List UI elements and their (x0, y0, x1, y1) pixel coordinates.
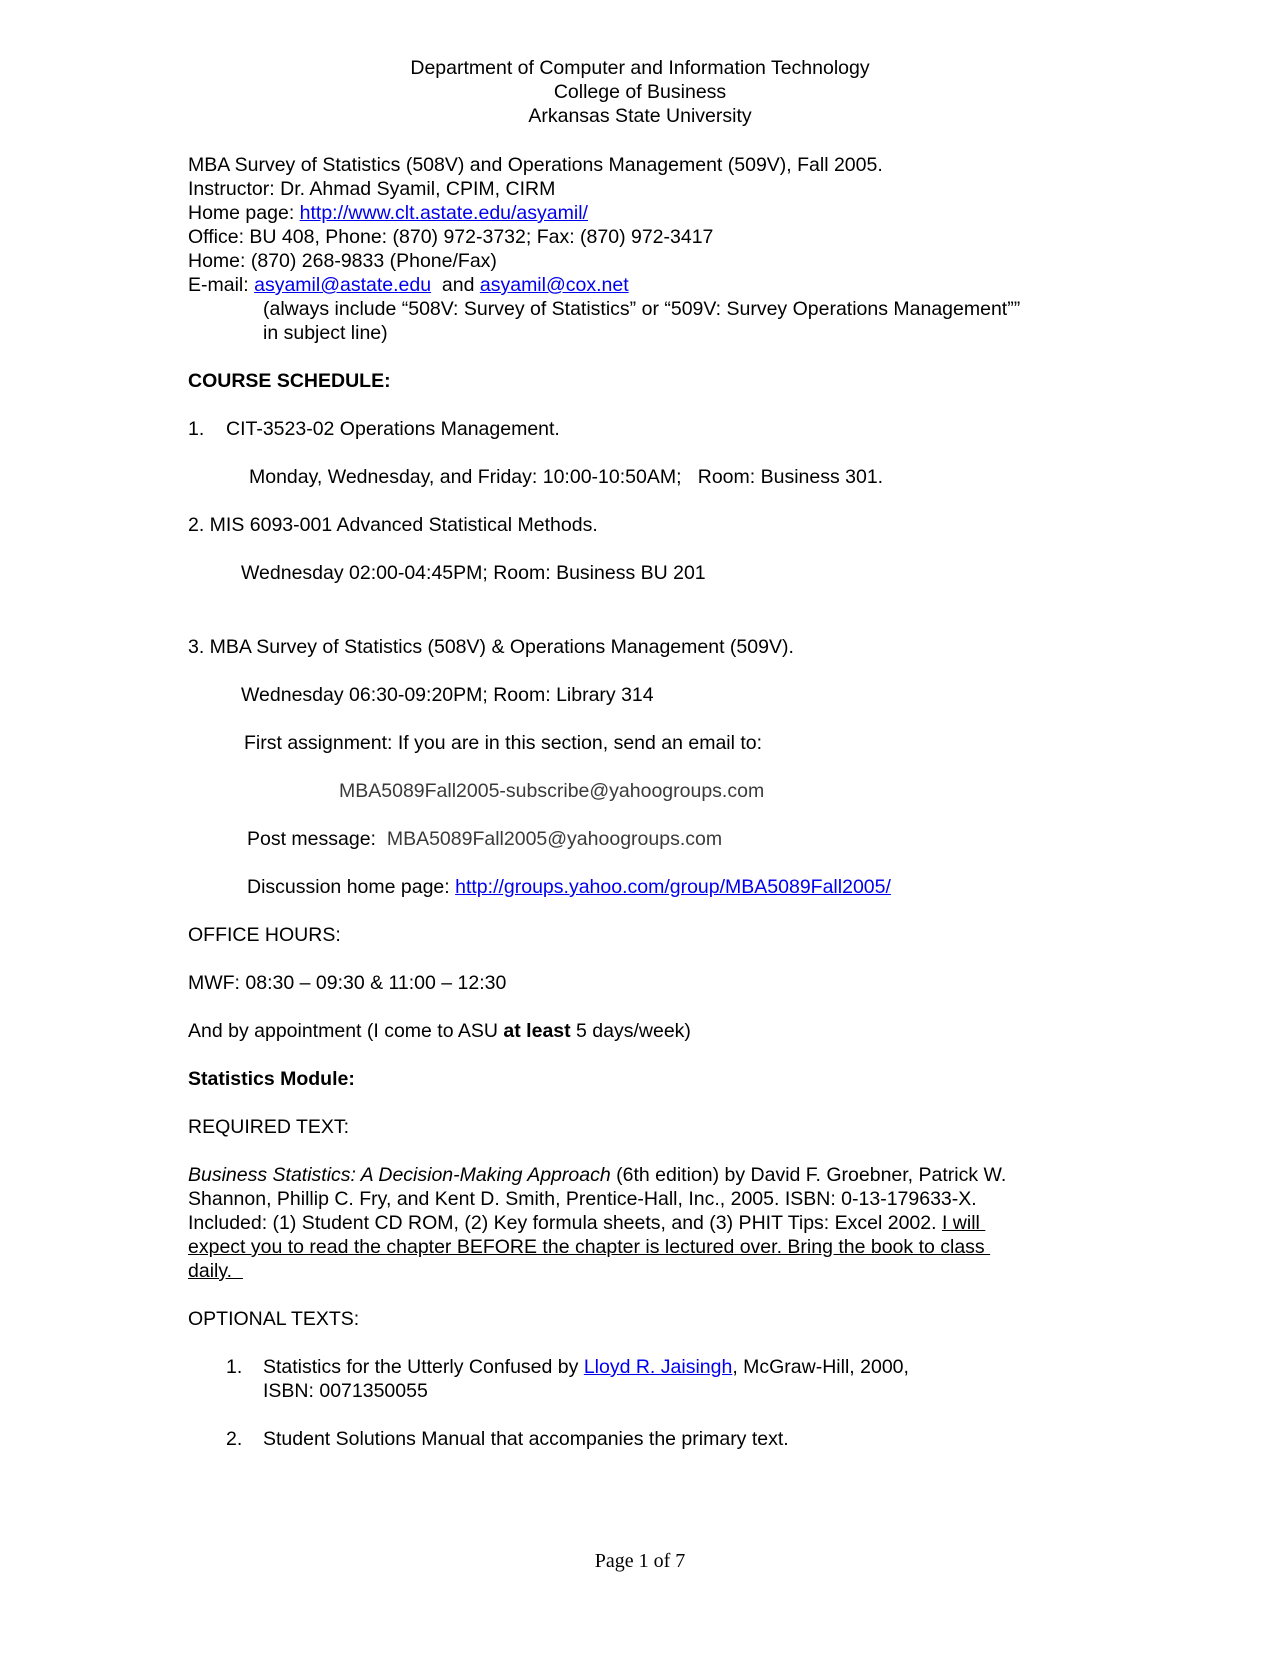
email-line (188, 273, 629, 297)
schedule-item-2-time: Wednesday 02:00-04:45PM; Room: Business BU 201 (241, 562, 706, 584)
college-name: College of Business (553, 81, 727, 103)
office-hours-heading: OFFICE HOURS: (188, 924, 341, 946)
appointment-pre: And by appointment (I come to ASU (188, 1020, 504, 1042)
book-edition-authors: (6th edition) by David F. Groebner, Patrick W. (610, 1164, 1007, 1186)
book-line-1 (188, 1163, 1006, 1187)
optional-item-2-number: 2. (226, 1428, 243, 1450)
schedule-item-1-title: CIT-3523-02 Operations Management. (226, 418, 560, 440)
required-text-heading: REQUIRED TEXT: (188, 1116, 350, 1138)
post-message-line (247, 827, 722, 851)
first-assignment: First assignment: If you are in this section, send an email to: (244, 732, 763, 754)
author-link[interactable]: Lloyd R. Jaisingh (583, 1356, 733, 1378)
book-line-2: Shannon, Phillip C. Fry, and Kent D. Smith, Prentice-Hall, Inc., 2005. ISBN: 0-13-179633-X. (188, 1188, 977, 1210)
email-label: E-mail: (188, 274, 255, 296)
schedule-item-1-time: Monday, Wednesday, and Friday: 10:00-10:50AM; Room: Business 301. (249, 466, 884, 488)
optional-item-1-publisher: , McGraw-Hill, 2000, (732, 1356, 909, 1378)
office-hours-times: MWF: 08:30 – 09:30 & 11:00 – 12:30 (188, 972, 507, 994)
discussion-line (247, 875, 891, 899)
email-note-1: (always include “508V: Survey of Statistics” or “509V: Survey Operations Management”” (263, 298, 1021, 320)
course-title: MBA Survey of Statistics (508V) and Operations Management (509V), Fall 2005. (188, 154, 883, 176)
discussion-label: Discussion home page: (247, 876, 456, 898)
post-message-email: MBA5089Fall2005@yahoogroups.com (386, 828, 723, 850)
discussion-link[interactable]: http://groups.yahoo.com/group/MBA5089Fall2005/ (455, 876, 891, 898)
subscribe-email: MBA5089Fall2005-subscribe@yahoogroups.com (339, 780, 765, 802)
department-name: Department of Computer and Information Technology (410, 57, 870, 79)
schedule-item-3-title: 3. MBA Survey of Statistics (508V) & Operations Management (509V). (188, 636, 794, 658)
optional-item-1 (263, 1355, 909, 1379)
statistics-module-heading: Statistics Module: (188, 1068, 355, 1090)
email-separator: and (441, 274, 475, 296)
appointment-post: 5 days/week) (570, 1020, 691, 1042)
schedule-item-1-number: 1. (188, 418, 205, 440)
optional-item-1-isbn: ISBN: 0071350055 (263, 1380, 428, 1402)
instructor: Instructor: Dr. Ahmad Syamil, CPIM, CIRM (188, 178, 556, 200)
home-page-label: Home page: (188, 202, 300, 224)
email-link-cox[interactable]: asyamil@cox.net (479, 274, 629, 296)
schedule-item-2-title: 2. MIS 6093-001 Advanced Statistical Methods. (188, 514, 598, 536)
book-expectation-start: I will (941, 1212, 986, 1234)
schedule-item-3-time: Wednesday 06:30-09:20PM; Room: Library 314 (241, 684, 654, 706)
book-line-3 (188, 1211, 985, 1235)
course-schedule-heading: COURSE SCHEDULE: (188, 370, 391, 392)
office-contact: Office: BU 408, Phone: (870) 972-3732; Fax: (870) 972-3417 (188, 226, 714, 248)
email-link-astate[interactable]: asyamil@astate.edu (254, 274, 432, 296)
optional-item-2: Student Solutions Manual that accompanies the primary text. (263, 1428, 789, 1450)
page-number: Page 1 of 7 (594, 1550, 686, 1572)
university-name: Arkansas State University (528, 105, 752, 127)
book-title: Business Statistics: A Decision-Making Approach (188, 1164, 611, 1186)
home-page-link[interactable]: http://www.clt.astate.edu/asyamil/ (299, 202, 588, 224)
email-note-2: in subject line) (263, 322, 388, 344)
post-message-label: Post message: (247, 828, 376, 850)
appointment-emphasis: at least (503, 1020, 571, 1042)
home-page-line (188, 201, 588, 225)
home-contact: Home: (870) 268-9833 (Phone/Fax) (188, 250, 497, 272)
book-line-5: daily. (188, 1260, 243, 1282)
appointment-note (188, 1019, 691, 1043)
optional-item-1-number: 1. (226, 1356, 243, 1378)
optional-item-1-title: Statistics for the Utterly Confused by (263, 1356, 584, 1378)
book-included: Included: (1) Student CD ROM, (2) Key formula sheets, and (3) PHIT Tips: Excel 2002. (188, 1212, 942, 1234)
optional-texts-heading: OPTIONAL TEXTS: (188, 1308, 360, 1330)
book-line-4: expect you to read the chapter BEFORE the chapter is lectured over. Bring the book to class (188, 1236, 991, 1258)
